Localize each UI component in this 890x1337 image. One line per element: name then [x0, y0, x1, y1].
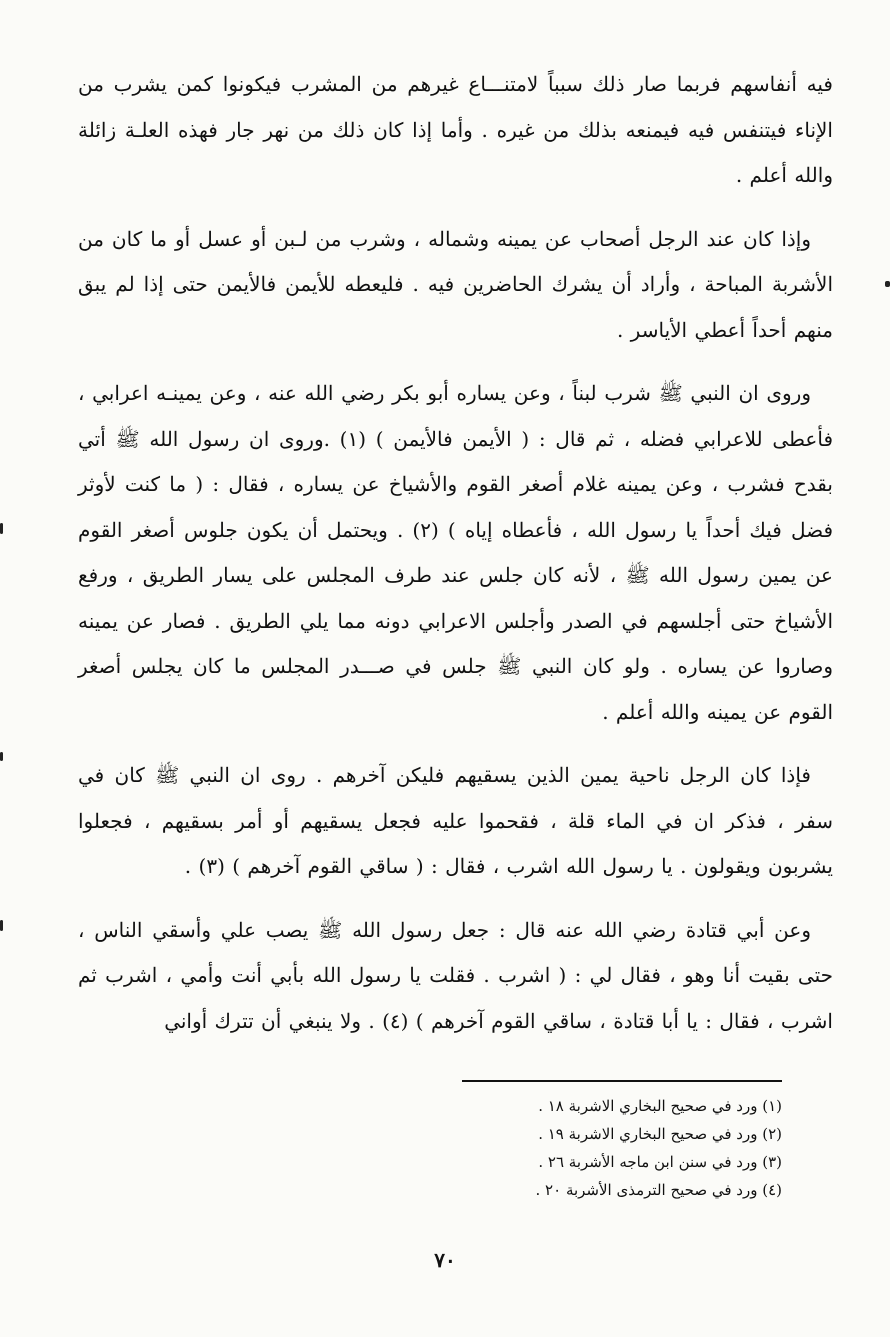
- paragraph-abu-qatada: وعن أبي قتادة رضي الله عنه قال : جعل رسول الله ﷺ يصب علي وأسقي الناس ، حتى بقيت أنا وهو ، فقال لي : ( اشرب . فقلت يا رسول الله بأبي أنت وأمي ، اشرب ثم اشرب ، فقال : يا أبا قتادة ، ساقي القوم آخرهم ) (٤) . ولا ينبغي أن تترك أواني: [78, 917, 833, 1033]
- footnote-1: (١) ورد في صحيح البخاري الاشربة ١٨ .: [538, 1097, 782, 1115]
- page-body: [78, 62, 833, 1062]
- footnote-2: (٢) ورد في صحيح البخاري الاشربة ١٩ .: [538, 1125, 782, 1143]
- footnote-4: (٤) ورد في صحيح الترمذى الأشربة ٢٠ .: [535, 1181, 782, 1199]
- scan-edge-mark-left-top: [0, 523, 3, 534]
- page-number: ٧٠: [434, 1248, 456, 1272]
- paragraph-sharing-drink: وإذا كان عند الرجل أصحاب عن يمينه وشماله ، وشرب من لـبن أو عسل أو ما كان من الأشربة المباحة ، وأراد أن يشرك الحاضرين فيه . فليعطه للأيمن فالأيمن حتى إذا لم يبق منهم أحداً أعطي الأياسر .: [78, 226, 833, 342]
- scan-edge-mark-right: [885, 281, 890, 287]
- paragraph-server-last: فإذا كان الرجل ناحية يمين الذين يسقيهم فليكن آخرهم . روى ان النبي ﷺ كان في سفر ، فذكر ان في الماء قلة ، فقحموا عليه فجعل يسقيهم أو أمر بسقيهم ، فجعلوا يشربون ويقولون . يا رسول الله اشرب ، فقال : ( ساقي القوم آخرهم ) (٣) .: [78, 763, 833, 878]
- scan-edge-mark-left-middle: [0, 752, 3, 761]
- paragraph-breathing: فيه أنفاسهم فربما صار ذلك سبباً لامتنـــاع غيرهم من المشرب فيكونوا كمن يشرب من الإناء فيتنفس فيه فيمنعه بذلك من غيره . وأما إذا كان ذلك من نهر جار فهذه العلـة زائلة والله أعلم .: [78, 72, 833, 187]
- footnotes: [462, 1080, 782, 1204]
- scan-edge-mark-left-bottom: [0, 920, 3, 931]
- paragraph-right-hand-hadith: وروى ان النبي ﷺ شرب لبناً ، وعن يساره أبو بكر رضي الله عنه ، وعن يمينـه اعرابي ، فأعطى للاعرابي فضله ، ثم قال : ( الأيمن فالأيمن ) (١) .وروى ان رسول الله ﷺ أتي بقدح فشرب ، وعن يمينه غلام أصغر القوم والأشياخ عن يساره ، فقال : ( ما كنت لأوثر فضل فيك أحداً يا رسول الله ، فأعطاه إياه ) (٢) . ويحتمل أن يكون جلوس أصغر القوم عن يمين رسول الله ﷺ ، لأنه كان جلس عند طرف المجلس على يسار الطريق ، ورفع الأشياخ حتى أجلسهم في الصدر وأجلس الاعرابي دونه مما يلي الطريق . فصار عن يمينه وصاروا عن يساره . ولو كان النبي ﷺ جلس في صـــدر المجلس ما كان يجلس أصغر القوم عن يمينه والله أعلم .: [78, 381, 834, 724]
- footnote-3: (٣) ورد في سنن ابن ماجه الأشربة ٢٦ .: [538, 1153, 782, 1171]
